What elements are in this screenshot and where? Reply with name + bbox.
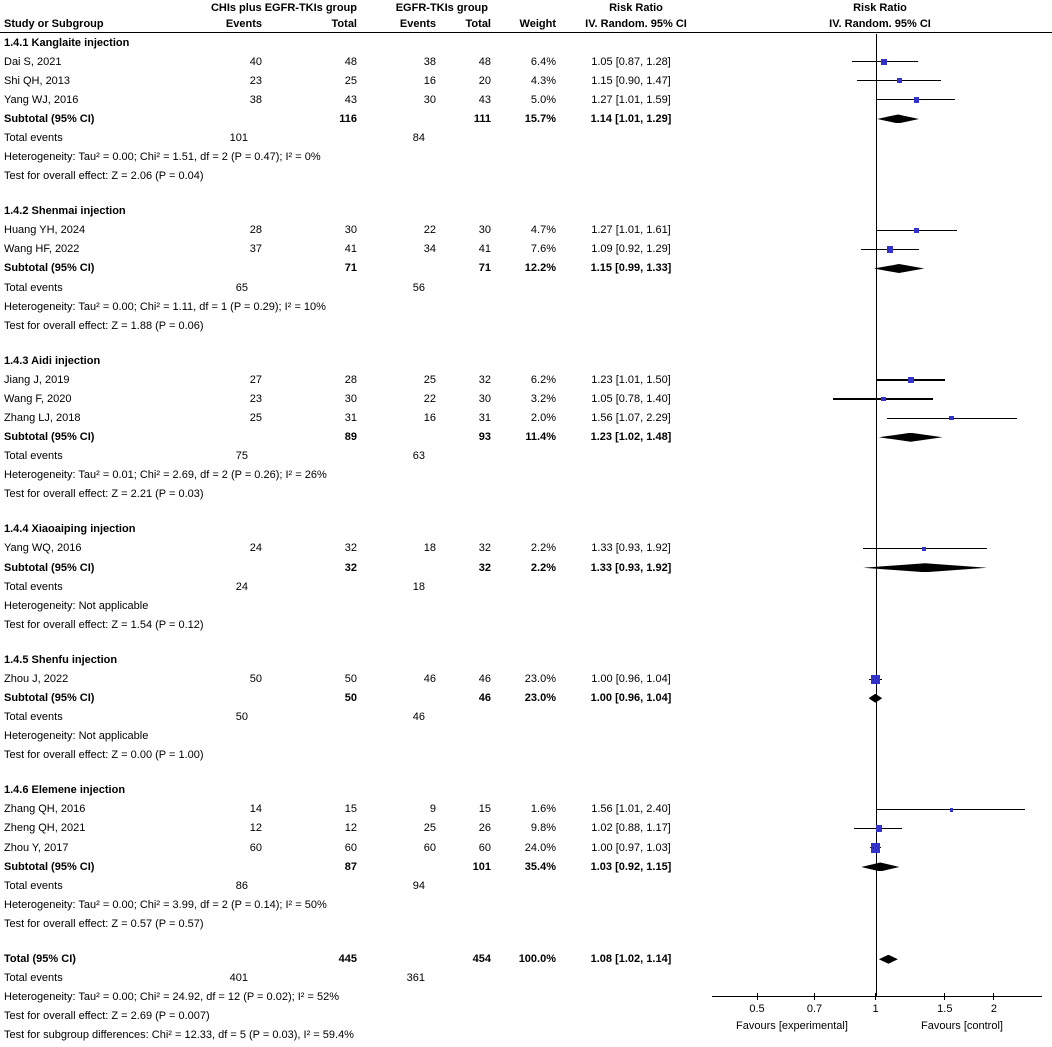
events-2: 22 [423,224,436,237]
total-events-1: 65 [235,281,248,294]
total-1: 32 [344,542,357,555]
row-subgroup [0,33,712,52]
row-subtotal [0,857,712,876]
study-label: Total (95% CI) [4,952,76,965]
ci-text: 1.03 [0.92, 1.15] [590,860,672,873]
total-1: 15 [344,803,357,816]
study-label: Zheng QH, 2021 [4,822,86,835]
study-marker [922,547,926,551]
total-1: 28 [344,373,357,386]
total-1: 48 [344,55,357,68]
total-1: 25 [344,74,357,87]
total-2: 93 [478,431,491,444]
total-2: 43 [478,93,491,106]
weight: 2.0% [530,412,556,425]
row-study [0,90,712,109]
subgroup-text: 1.4.6 Elemene injection [4,784,126,797]
total-2: 41 [478,243,491,256]
ci-text: 1.02 [0.88, 1.17] [591,822,671,835]
row-totalevents [0,278,712,297]
row-total [0,949,712,968]
total-events-label: Total events [4,580,63,593]
study-label: Subtotal (95% CI) [4,431,95,444]
row-het [0,988,712,1007]
total-events-2: 18 [412,580,425,593]
het-text: Heterogeneity: Tau² = 0.00; Chi² = 1.11, df = 1 (P = 0.29); I² = 10% [4,300,326,313]
total-events-1: 50 [235,711,248,724]
study-label: Jiang J, 2019 [4,373,70,386]
risk-ratio-plot-header: Risk Ratio [853,2,907,14]
events-1: 28 [249,224,262,237]
row-subtotal [0,558,712,577]
events-2: 46 [423,672,436,685]
het-text: Heterogeneity: Tau² = 0.00; Chi² = 1.51, df = 2 (P = 0.47); I² = 0% [4,151,321,164]
weight: 2.2% [530,561,556,574]
total-events-2: 94 [412,879,425,892]
total-1: 71 [344,262,357,275]
axis-tick [814,993,815,1000]
events-1: 14 [249,803,262,816]
row-subdiff [0,1026,712,1045]
study-label: Wang HF, 2022 [4,243,80,256]
row-het [0,297,712,316]
row-study [0,389,712,408]
events-2: 25 [423,373,436,386]
total-events-label: Total events [4,281,63,294]
study-marker [881,59,887,65]
events-2: 60 [423,841,436,854]
total-1: 31 [344,412,357,425]
total-events-2: 84 [412,132,425,145]
ci-text: 1.33 [0.93, 1.92] [591,542,671,555]
plot-area [712,34,1052,1047]
study-label: Huang YH, 2024 [4,224,86,237]
test-text: Test for overall effect: Z = 1.88 (P = 0.06) [4,319,204,332]
study-marker [897,78,902,83]
row-test [0,914,712,933]
col-weight: Weight [519,18,556,30]
test-text: Test for overall effect: Z = 2.06 (P = 0.04) [4,170,204,183]
ci-text: 1.00 [0.96, 1.04] [590,692,672,705]
events-1: 60 [249,841,262,854]
subtotal-diamond [861,862,899,871]
total-events-label: Total events [4,879,63,892]
col-ci-method: IV. Random. 95% CI [585,18,687,30]
total-1: 89 [344,431,357,444]
het-text: Heterogeneity: Tau² = 0.01; Chi² = 2.69, df = 2 (P = 0.26); I² = 26% [4,469,327,482]
study-label: Zhou Y, 2017 [4,841,69,854]
weight: 23.0% [524,672,556,685]
total-2: 46 [478,692,491,705]
subtotal-diamond [869,694,883,703]
row-subtotal [0,259,712,278]
weight: 5.0% [530,93,556,106]
row-het [0,596,712,615]
total-1: 12 [344,822,357,835]
ci-text: 1.56 [1.07, 2.29] [591,412,671,425]
total-events-label: Total events [4,132,63,145]
row-test [0,1007,712,1026]
events-2: 16 [423,74,436,87]
total-1: 30 [344,392,357,405]
row-study [0,800,712,819]
subgroup-text: 1.4.3 Aidi injection [4,354,101,367]
ci-text: 1.00 [0.96, 1.04] [591,672,671,685]
weight: 23.0% [524,692,556,705]
study-marker [871,675,880,684]
total-2: 454 [472,952,491,965]
weight: 100.0% [518,952,556,965]
group2-header: EGFR-TKIs group [395,2,488,14]
ci-text: 1.14 [1.01, 1.29] [590,112,672,125]
col-events-1: Events [225,18,262,30]
events-1: 23 [249,392,262,405]
ci-text: 1.33 [0.93, 1.92] [590,561,672,574]
subgroup-text: 1.4.1 Kanglaite injection [4,36,130,49]
study-label: Shi QH, 2013 [4,74,71,87]
row-blank [0,634,712,650]
total-2: 20 [478,74,491,87]
favours-experimental-label: Favours [experimental] [736,1020,848,1032]
ci-text: 1.23 [1.01, 1.50] [591,373,671,386]
events-2: 25 [423,822,436,835]
row-het [0,466,712,485]
total-1: 30 [344,224,357,237]
total-2: 46 [478,672,491,685]
row-test [0,316,712,335]
row-totalevents [0,128,712,147]
total-events-1: 401 [229,972,248,985]
subtotal-diamond [863,563,987,572]
study-label: Yang WJ, 2016 [4,93,79,106]
total-2: 111 [473,112,491,125]
total-1: 60 [344,841,357,854]
row-study [0,370,712,389]
row-study [0,71,712,90]
events-1: 50 [249,672,262,685]
total-2: 30 [478,392,491,405]
het-text: Heterogeneity: Tau² = 0.00; Chi² = 3.99, df = 2 (P = 0.14); I² = 50% [4,898,327,911]
subgroup-text: 1.4.2 Shenmai injection [4,205,126,218]
total-1: 445 [338,952,357,965]
test-text: Test for overall effect: Z = 0.00 (P = 1.00) [4,749,204,762]
weight: 9.8% [530,822,556,835]
total-2: 32 [478,373,491,386]
col-total-1: Total [331,18,357,30]
study-label: Subtotal (95% CI) [4,860,95,873]
study-marker [908,377,914,383]
row-totalevents [0,968,712,987]
total-events-1: 101 [229,132,248,145]
events-1: 37 [249,243,262,256]
total-events-label: Total events [4,711,63,724]
axis-tick [993,993,994,1000]
weight: 4.3% [530,74,556,87]
weight: 35.4% [524,860,556,873]
total-2: 32 [478,561,491,574]
row-het [0,895,712,914]
row-totalevents [0,708,712,727]
study-marker [949,416,953,420]
events-2: 30 [423,93,436,106]
ci-text: 1.00 [0.97, 1.03] [591,841,671,854]
col-study-or-subgroup: Study or Subgroup [4,18,104,30]
row-blank [0,765,712,781]
total-events-2: 56 [412,281,425,294]
row-subgroup [0,650,712,669]
row-study [0,408,712,427]
events-1: 40 [249,55,262,68]
subtotal-diamond [874,264,924,273]
risk-ratio-header: Risk Ratio [609,2,663,14]
weight: 12.2% [524,262,556,275]
axis-tick [757,993,758,1000]
row-study [0,838,712,857]
total-2: 15 [478,803,491,816]
events-2: 9 [429,803,436,816]
axis-tick-label: 2 [990,1003,998,1015]
study-label: Subtotal (95% CI) [4,692,95,705]
events-1: 23 [249,74,262,87]
total-1: 116 [339,112,357,125]
test-text: Test for overall effect: Z = 0.57 (P = 0.57) [4,917,204,930]
ci-text: 1.56 [1.01, 2.40] [591,803,671,816]
row-blank [0,335,712,351]
row-test [0,485,712,504]
total-events-label: Total events [4,972,63,985]
events-2: 16 [423,412,436,425]
subgroup-text: 1.4.5 Shenfu injection [4,653,118,666]
weight: 15.7% [524,112,556,125]
total-2: 71 [478,262,491,275]
row-study [0,52,712,71]
row-totalevents [0,447,712,466]
total-events-1: 24 [235,580,248,593]
row-test [0,615,712,634]
ci-text: 1.27 [1.01, 1.61] [591,224,671,237]
study-label: Subtotal (95% CI) [4,262,95,275]
events-2: 34 [423,243,436,256]
total-events-2: 361 [406,972,425,985]
subdiff-text: Test for subgroup differences: Chi² = 12.33, df = 5 (P = 0.03), I² = 59.4% [4,1029,354,1042]
events-2: 18 [423,542,436,555]
total-2: 30 [478,224,491,237]
total-1: 50 [344,692,357,705]
row-study [0,240,712,259]
row-study [0,669,712,688]
events-2: 22 [423,392,436,405]
total-events-1: 75 [235,450,248,463]
col-events-2: Events [399,18,436,30]
row-test [0,746,712,765]
study-marker [914,228,919,233]
table-header [0,0,1052,33]
axis-tick-label: 0.5 [749,1003,765,1015]
events-1: 38 [249,93,262,106]
group1-header: CHIs plus EGFR-TKIs group [210,2,357,14]
ci-text: 1.15 [0.99, 1.33] [590,262,672,275]
weight: 11.4% [525,431,556,444]
total-events-1: 86 [235,879,248,892]
het-text: Heterogeneity: Not applicable [4,599,149,612]
col-total-2: Total [465,18,491,30]
study-label: Zhang LJ, 2018 [4,412,81,425]
row-study [0,819,712,838]
axis-tick-label: 1.5 [937,1003,953,1015]
study-label: Yang WQ, 2016 [4,542,82,555]
weight: 3.2% [530,392,556,405]
col-ci-method-plot: IV. Random. 95% CI [829,18,931,30]
ci-text: 1.08 [1.02, 1.14] [590,952,672,965]
total-2: 32 [478,542,491,555]
axis-tick-label: 0.7 [806,1003,823,1015]
study-marker [871,843,880,852]
het-text: Heterogeneity: Tau² = 0.00; Chi² = 24.92, df = 12 (P = 0.02); I² = 52% [4,991,339,1004]
total-2: 31 [478,412,491,425]
test-text: Test for overall effect: Z = 2.21 (P = 0.03) [4,488,204,501]
total-events-2: 63 [412,450,425,463]
ci-text: 1.05 [0.78, 1.40] [591,392,671,405]
events-2: 38 [423,55,436,68]
ci-text: 1.05 [0.87, 1.28] [591,55,671,68]
total-1: 50 [344,672,357,685]
weight: 2.2% [530,542,556,555]
study-label: Wang F, 2020 [4,392,72,405]
total-1: 32 [344,561,357,574]
total-1: 43 [344,93,357,106]
row-study [0,221,712,240]
ci-text: 1.15 [0.90, 1.47] [591,74,671,87]
total-1: 41 [344,243,357,256]
weight: 1.6% [530,803,556,816]
total-2: 101 [472,860,491,873]
subgroup-text: 1.4.4 Xiaoaiping injection [4,523,136,536]
study-marker [887,246,893,252]
study-label: Zhou J, 2022 [4,672,69,685]
events-1: 27 [249,373,262,386]
total-diamond [879,955,898,964]
weight: 6.2% [530,373,556,386]
total-2: 48 [478,55,491,68]
row-het [0,148,712,167]
total-1: 87 [344,860,357,873]
row-blank [0,933,712,949]
row-totalevents [0,876,712,895]
row-study [0,539,712,558]
row-subgroup [0,202,712,221]
axis-tick [944,993,945,1000]
row-subgroup [0,781,712,800]
events-1: 25 [249,412,262,425]
axis-tick-label: 1 [872,1003,879,1015]
test-text: Test for overall effect: Z = 1.54 (P = 0.12) [4,618,204,631]
weight: 6.4% [530,55,556,68]
table-rows [0,33,712,1045]
study-label: Subtotal (95% CI) [4,112,95,125]
study-label: Dai S, 2021 [4,55,62,68]
study-label: Subtotal (95% CI) [4,561,95,574]
events-1: 12 [249,822,262,835]
row-subtotal [0,428,712,447]
row-subtotal [0,109,712,128]
study-marker [881,397,886,402]
total-2: 26 [478,822,491,835]
subtotal-diamond [877,114,919,123]
favours-control-label: Favours [control] [921,1020,1003,1032]
ci-text: 1.09 [0.92, 1.29] [591,243,671,256]
total-events-2: 46 [412,711,425,724]
row-het [0,727,712,746]
row-subtotal [0,688,712,707]
row-totalevents [0,577,712,596]
weight: 4.7% [530,224,556,237]
test-text: Test for overall effect: Z = 2.69 (P = 0.007) [4,1010,210,1023]
row-test [0,167,712,186]
total-2: 60 [478,841,491,854]
weight: 7.6% [530,243,556,256]
total-events-label: Total events [4,450,63,463]
row-subgroup [0,351,712,370]
study-marker [950,808,954,812]
ci-text: 1.27 [1.01, 1.59] [591,93,671,106]
study-label: Zhang QH, 2016 [4,803,86,816]
axis-tick [875,993,876,1000]
weight: 24.0% [524,841,556,854]
row-subgroup [0,520,712,539]
subtotal-diamond [879,433,943,442]
row-blank [0,186,712,202]
ci-text: 1.23 [1.02, 1.48] [590,431,672,444]
events-1: 24 [249,542,262,555]
het-text: Heterogeneity: Not applicable [4,730,149,743]
study-marker [914,97,919,102]
study-marker [876,825,883,832]
row-blank [0,504,712,520]
